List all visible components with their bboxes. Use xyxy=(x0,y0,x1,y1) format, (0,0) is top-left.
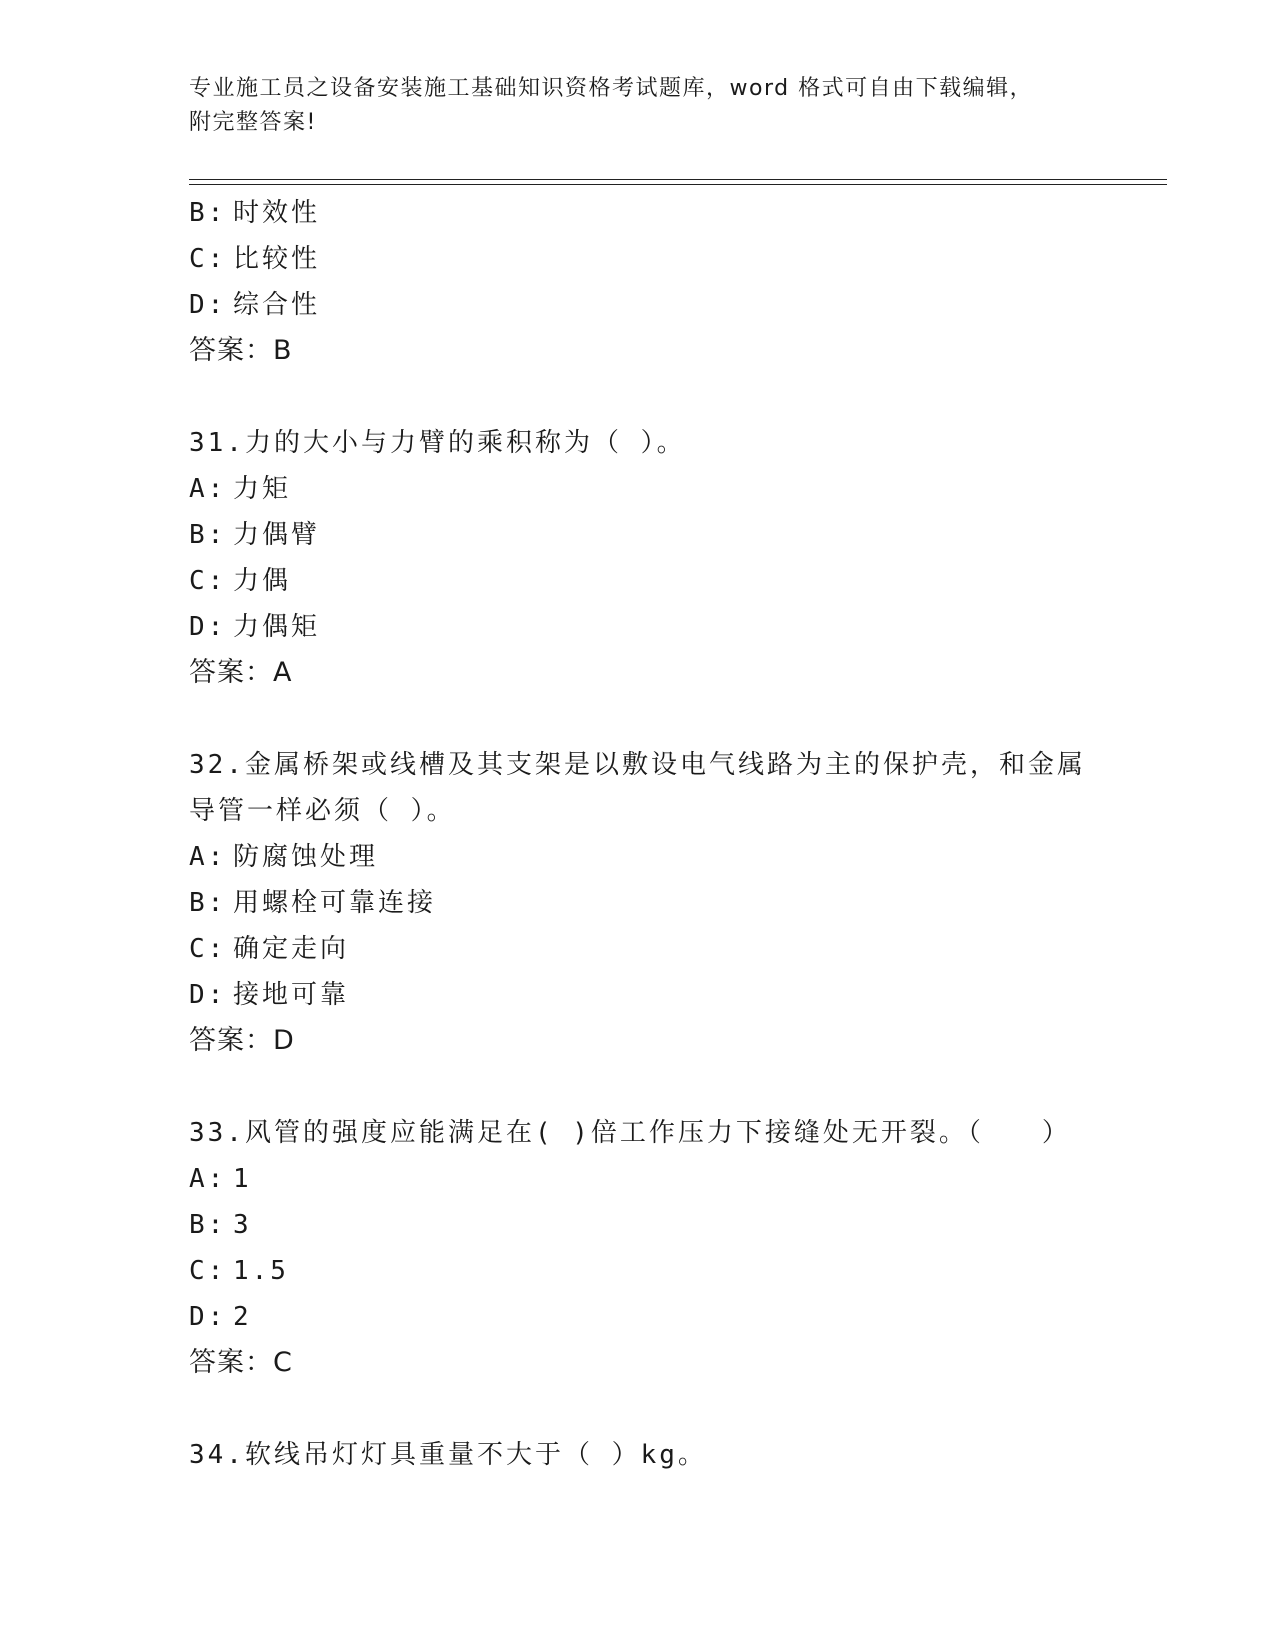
question-block-33 xyxy=(189,1110,1089,1386)
option-a xyxy=(189,1156,1089,1202)
spacer xyxy=(189,374,1089,420)
option-a xyxy=(189,834,1089,880)
option-d xyxy=(189,604,1089,650)
option-text: 力矩 xyxy=(233,474,292,504)
option-key: C: xyxy=(189,566,227,596)
answer-line: 答案：B xyxy=(189,335,293,366)
option-b xyxy=(189,1202,1089,1248)
header-divider-top xyxy=(189,179,1167,180)
option-text: 确定走向 xyxy=(233,934,350,964)
header-divider-bottom xyxy=(189,184,1167,185)
option-key: D: xyxy=(189,290,227,320)
question-text-continued: 导管一样必须（ ）。 xyxy=(189,796,456,826)
option-key: B: xyxy=(189,198,227,228)
option-text: 防腐蚀处理 xyxy=(233,842,379,872)
option-text: 3 xyxy=(233,1210,252,1240)
spacer xyxy=(189,1064,1089,1110)
option-b xyxy=(189,880,1089,926)
option-key: A: xyxy=(189,1164,227,1194)
option-text: 用螺栓可靠连接 xyxy=(233,888,437,918)
option-key: B: xyxy=(189,520,227,550)
option-key: D: xyxy=(189,612,227,642)
option-key: B: xyxy=(189,1210,227,1240)
option-key: A: xyxy=(189,842,227,872)
document-header xyxy=(189,72,1089,140)
option-key: A: xyxy=(189,474,227,504)
question-block-30 xyxy=(189,190,1089,374)
answer-line: 答案：D xyxy=(189,1025,295,1056)
header-line-1: 专业施工员之设备安装施工基础知识资格考试题库，word 格式可自由下载编辑， xyxy=(189,76,1034,101)
option-c xyxy=(189,558,1089,604)
option-key: D: xyxy=(189,1302,227,1332)
option-key: C: xyxy=(189,244,227,274)
question-block-31 xyxy=(189,420,1089,696)
option-key: B: xyxy=(189,888,227,918)
option-text: 1 xyxy=(233,1164,252,1194)
option-d xyxy=(189,282,1089,328)
question-text: 32.金属桥架或线槽及其支架是以敷设电气线路为主的保护壳，和金属 xyxy=(189,750,1086,780)
option-text: 比较性 xyxy=(233,244,321,274)
option-text: 力偶 xyxy=(233,566,292,596)
question-list xyxy=(189,190,1089,1478)
question-text: 33.风管的强度应能满足在( )倍工作压力下接缝处无开裂。（ ） xyxy=(189,1118,1071,1148)
question-block-34 xyxy=(189,1432,1089,1478)
spacer xyxy=(189,1386,1089,1432)
option-key: C: xyxy=(189,934,227,964)
option-text: 时效性 xyxy=(233,198,321,228)
answer-line: 答案：C xyxy=(189,1347,293,1378)
option-b xyxy=(189,190,1089,236)
option-c xyxy=(189,926,1089,972)
option-a xyxy=(189,466,1089,512)
option-key: D: xyxy=(189,980,227,1010)
option-d xyxy=(189,1294,1089,1340)
option-text: 1.5 xyxy=(233,1256,289,1286)
option-c xyxy=(189,236,1089,282)
option-d xyxy=(189,972,1089,1018)
option-key: C: xyxy=(189,1256,227,1286)
option-c xyxy=(189,1248,1089,1294)
option-text: 力偶矩 xyxy=(233,612,321,642)
option-b xyxy=(189,512,1089,558)
spacer xyxy=(189,696,1089,742)
question-block-32 xyxy=(189,742,1089,1064)
option-text: 综合性 xyxy=(233,290,321,320)
question-text: 34.软线吊灯灯具重量不大于（ ）kg。 xyxy=(189,1440,707,1470)
answer-line: 答案：A xyxy=(189,657,293,688)
header-line-2: 附完整答案! xyxy=(189,110,317,135)
question-text: 31.力的大小与力臂的乘积称为（ ）。 xyxy=(189,428,686,458)
option-text: 接地可靠 xyxy=(233,980,350,1010)
option-text: 2 xyxy=(233,1302,252,1332)
option-text: 力偶臂 xyxy=(233,520,321,550)
